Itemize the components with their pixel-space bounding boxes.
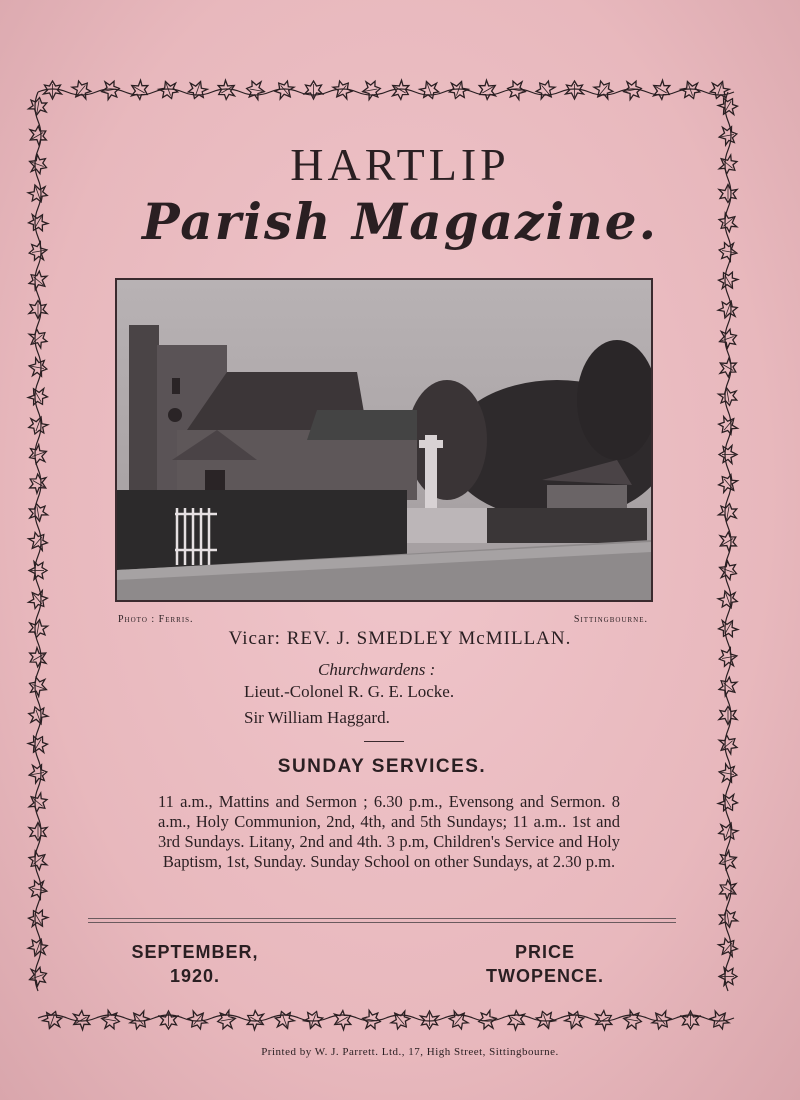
- border-leaf: [26, 471, 51, 496]
- issue-price: [470, 940, 620, 988]
- price-value: TWOPENCE.: [485, 966, 604, 986]
- border-leaf: [127, 78, 152, 103]
- border-leaf: [716, 877, 741, 902]
- border-leaf: [719, 446, 737, 464]
- price-label: PRICE: [514, 942, 575, 962]
- border-leaf: [715, 935, 740, 960]
- border-leaf: [715, 413, 740, 438]
- border-leaf: [28, 502, 49, 523]
- border-leaf: [533, 77, 558, 102]
- border-leaf: [719, 968, 737, 986]
- border-leaf: [25, 529, 50, 554]
- services-text: 11 a.m., Mattins and Sermon ; 6.30 p.m., Evensong and Sermon. 8 a.m., Holy Communion, 2nd, 4th, and 5th Sundays; 11 a.m.. 1st and 3rd Sundays. Litany, 2nd and 4th. 3 p.m, Children's Service and Holy Baptism, 1st, Sunday. Sunday School on other Sundays, at 2.30 p.m.: [158, 792, 620, 871]
- border-leaf: [716, 790, 741, 815]
- border-leaf: [718, 647, 739, 668]
- magazine-subtitle: Parish Magazine.: [142, 192, 658, 251]
- footer-divider-second: [88, 922, 676, 923]
- border-leaf: [716, 268, 741, 293]
- border-leaf: [715, 732, 740, 757]
- border-leaf: [719, 707, 737, 725]
- border-leaf: [716, 298, 739, 321]
- border-leaf: [26, 906, 51, 931]
- border-leaf: [718, 502, 739, 523]
- printer-imprint: Printed by W. J. Parrett. Ltd., 17, High Street, Sittingbourne.: [261, 1046, 559, 1058]
- church-photo: [115, 278, 653, 602]
- border-leaf: [216, 1010, 237, 1031]
- issue-date: [110, 940, 280, 988]
- border-leaf: [100, 1010, 121, 1031]
- border-leaf: [715, 674, 740, 699]
- border-leaf: [25, 790, 50, 815]
- footer-divider: [88, 918, 676, 919]
- churchwardens-heading: Churchwardens :: [318, 660, 436, 679]
- church-illustration: [117, 280, 651, 600]
- churchwarden-2: Sir William Haggard.: [244, 708, 390, 727]
- border-leaf: [361, 80, 382, 101]
- photo-credit-photographer: Photo : Ferris.: [118, 614, 194, 625]
- border-leaf: [708, 78, 731, 101]
- border-leaf: [28, 879, 49, 900]
- border-leaf: [25, 587, 50, 612]
- border-leaf: [716, 327, 739, 350]
- border-leaf: [716, 849, 739, 872]
- border-leaf: [29, 823, 47, 841]
- magazine-title: HARTLIP: [290, 139, 510, 190]
- border-leaf: [69, 77, 94, 102]
- border-leaf: [649, 78, 674, 103]
- border-leaf: [26, 384, 51, 409]
- border-leaf: [475, 78, 500, 103]
- border-leaf: [418, 78, 441, 101]
- border-leaf: [591, 77, 616, 102]
- border-leaf: [622, 1010, 643, 1031]
- border-leaf: [25, 326, 50, 351]
- border-leaf: [716, 820, 739, 843]
- border-leaf: [28, 357, 49, 378]
- border-leaf: [29, 562, 47, 580]
- border-leaf: [716, 529, 741, 554]
- border-leaf: [305, 81, 323, 99]
- issue-year: 1920.: [169, 966, 221, 986]
- border-leaf: [29, 301, 47, 319]
- short-divider: [364, 741, 404, 742]
- border-leaf: [715, 471, 740, 496]
- border-leaf: [716, 559, 739, 582]
- border-leaf: [186, 78, 209, 101]
- border-leaf: [718, 386, 739, 407]
- services-heading: SUNDAY SERVICES.: [277, 756, 487, 777]
- vicar-line: Vicar: REV. J. SMEDLEY McMILLAN.: [228, 628, 572, 649]
- border-leaf: [26, 732, 51, 757]
- border-leaf: [28, 96, 49, 117]
- border-leaf: [25, 848, 50, 873]
- border-leaf: [718, 908, 739, 929]
- border-leaf: [716, 588, 739, 611]
- border-leaf: [245, 80, 266, 101]
- border-leaf: [716, 94, 741, 119]
- churchwarden-1: Lieut.-Colonel R. G. E. Locke.: [244, 682, 455, 701]
- border-leaf: [716, 355, 741, 380]
- border-leaf: [25, 268, 50, 293]
- issue-month: SEPTEMBER,: [131, 942, 259, 962]
- photo-credit-location: Sittingbourne.: [573, 614, 648, 625]
